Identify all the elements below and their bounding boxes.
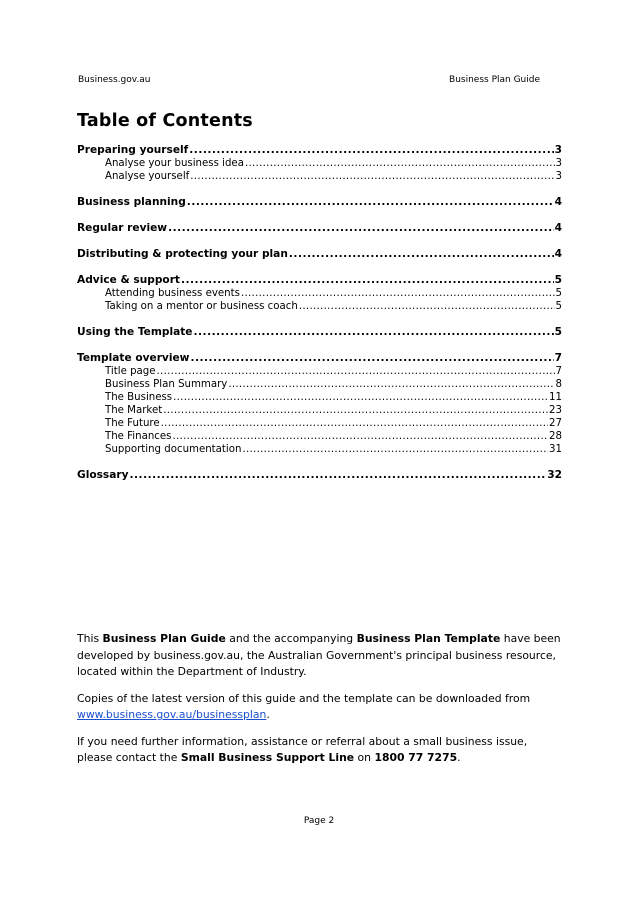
toc-dot-leader [168, 221, 554, 235]
toc-entry-title: Business Plan Summary [105, 379, 228, 390]
toc-spacer [77, 313, 562, 325]
header-document-title: Business Plan Guide [449, 75, 540, 85]
toc-dot-leader [181, 273, 554, 287]
toc-entry-title: Using the Template [77, 326, 193, 338]
toc-spacer [77, 339, 562, 351]
toc-dot-leader [157, 365, 555, 378]
toc-section-entry[interactable] [77, 325, 562, 339]
toc-entry-page-number: 5 [554, 326, 562, 338]
page-footer [0, 816, 638, 826]
toc-section-entry[interactable] [77, 247, 562, 261]
toc-subsection-entry[interactable] [77, 378, 562, 391]
toc-entry-page-number: 5 [555, 288, 562, 299]
table-of-contents [77, 143, 562, 482]
toc-dot-leader [190, 351, 553, 365]
toc-entry-page-number: 28 [549, 431, 562, 442]
toc-dot-leader [228, 378, 554, 391]
intro-text [77, 631, 562, 777]
toc-spacer [77, 456, 562, 468]
toc-dot-leader [130, 468, 547, 482]
text-run: This [77, 632, 103, 645]
toc-subsection-entry[interactable] [77, 417, 562, 430]
toc-entry-title: Title page [105, 366, 156, 377]
toc-entry-title: Template overview [77, 352, 190, 364]
toc-dot-leader [242, 443, 548, 456]
toc-entry-page-number: 3 [555, 158, 562, 169]
toc-section-entry[interactable] [77, 273, 562, 287]
toc-dot-leader [163, 404, 548, 417]
text-run: and the accompanying [225, 632, 357, 645]
toc-subsection-entry[interactable] [77, 430, 562, 443]
toc-entry-title: Taking on a mentor or business coach [105, 301, 298, 312]
toc-spacer [77, 235, 562, 247]
text-run: on [354, 751, 375, 764]
toc-entry-title: The Business [105, 392, 173, 403]
toc-subsection-entry[interactable] [77, 157, 562, 170]
toc-dot-leader [187, 195, 554, 209]
toc-entry-page-number: 27 [549, 418, 562, 429]
toc-entry-title: Distributing & protecting your plan [77, 248, 288, 260]
toc-spacer [77, 261, 562, 273]
toc-dot-leader [299, 300, 555, 313]
toc-dot-leader [245, 157, 555, 170]
toc-entry-page-number: 5 [554, 274, 562, 286]
toc-entry-title: The Market [105, 405, 163, 416]
toc-subsection-entry[interactable] [77, 404, 562, 417]
toc-entry-title: The Future [105, 418, 160, 429]
toc-entry-title: Regular review [77, 222, 168, 234]
header-site-name: Business.gov.au [78, 75, 151, 85]
toc-entry-page-number: 32 [547, 469, 562, 481]
toc-section-entry[interactable] [77, 143, 562, 157]
toc-entry-title: Attending business events [105, 288, 240, 299]
toc-dot-leader [173, 391, 548, 404]
toc-entry-page-number: 4 [554, 222, 562, 234]
toc-subsection-entry[interactable] [77, 300, 562, 313]
text-run: have been developed by business.gov.au, the Australian Government's principal business resource, located within the Department of Industry. [77, 632, 561, 678]
toc-entry-title: Advice & support [77, 274, 180, 286]
intro-paragraph-support [77, 734, 562, 767]
text-run: . [457, 751, 461, 764]
toc-entry-page-number: 11 [549, 392, 562, 403]
text-run: If you need further information, assistance or referral about a small business issue, please contact the [77, 734, 528, 764]
toc-dot-leader [189, 143, 553, 157]
toc-dot-leader [172, 430, 548, 443]
toc-entry-page-number: 4 [554, 196, 562, 208]
toc-entry-title: Supporting documentation [105, 444, 242, 455]
toc-entry-title: The Finances [105, 431, 172, 442]
toc-entry-page-number: 5 [555, 301, 562, 312]
template-name: Business Plan Template [356, 632, 501, 645]
toc-section-entry[interactable] [77, 195, 562, 209]
toc-spacer [77, 209, 562, 221]
business-plan-link[interactable]: www.business.gov.au/businessplan [77, 708, 267, 721]
toc-subsection-entry[interactable] [77, 443, 562, 456]
toc-entry-page-number: 4 [554, 248, 562, 260]
toc-entry-title: Glossary [77, 469, 129, 481]
text-run: . [266, 708, 270, 721]
toc-section-entry[interactable] [77, 468, 562, 482]
toc-dot-leader [289, 247, 554, 261]
toc-dot-leader [161, 417, 548, 430]
toc-dot-leader [194, 325, 554, 339]
toc-entry-title: Business planning [77, 196, 186, 208]
support-phone-number: 1800 77 7275 [374, 751, 458, 764]
page-header [78, 75, 540, 89]
toc-entry-page-number: 7 [555, 366, 562, 377]
toc-entry-page-number: 7 [554, 352, 562, 364]
intro-paragraph-download [77, 691, 562, 724]
toc-subsection-entry[interactable] [77, 170, 562, 183]
toc-subsection-entry[interactable] [77, 365, 562, 378]
toc-entry-title: Analyse yourself [105, 171, 190, 182]
toc-dot-leader [241, 287, 555, 300]
toc-entry-page-number: 31 [549, 444, 562, 455]
toc-entry-page-number: 8 [555, 379, 562, 390]
toc-spacer [77, 183, 562, 195]
toc-section-entry[interactable] [77, 351, 562, 365]
guide-name: Business Plan Guide [102, 632, 226, 645]
toc-entry-page-number: 23 [549, 405, 562, 416]
page-number: Page 2 [303, 816, 335, 826]
text-run: Copies of the latest version of this guide and the template can be downloaded from [77, 691, 531, 705]
toc-entry-title: Preparing yourself [77, 144, 189, 156]
toc-heading: Table of Contents [77, 111, 253, 131]
toc-entry-page-number: 3 [555, 171, 562, 182]
toc-entry-page-number: 3 [554, 144, 562, 156]
support-line-name: Small Business Support Line [180, 751, 355, 764]
toc-section-entry[interactable] [77, 221, 562, 235]
toc-subsection-entry[interactable] [77, 287, 562, 300]
toc-entry-title: Analyse your business idea [105, 158, 244, 169]
intro-paragraph-developed-by [77, 631, 562, 681]
toc-subsection-entry[interactable] [77, 391, 562, 404]
toc-dot-leader [190, 170, 554, 183]
